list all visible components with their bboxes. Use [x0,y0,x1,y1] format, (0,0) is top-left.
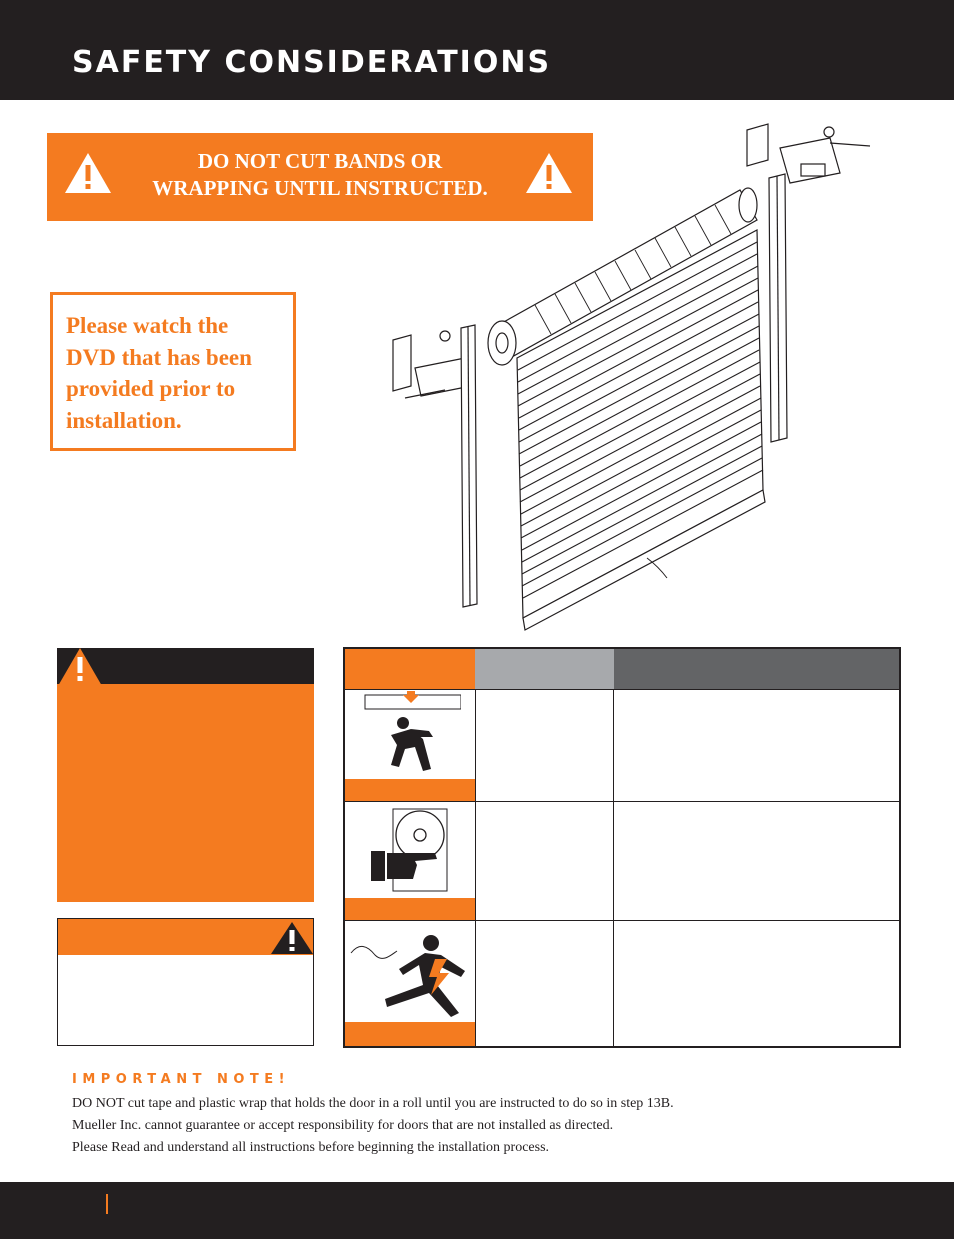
table-header-cell [475,649,614,689]
note-line-1: DO NOT cut tape and plastic wrap that holds the door in a roll until you are instructed to do so in step 13B. [72,1096,674,1111]
hazard-label-strip [345,898,475,920]
important-note-title: IMPORTANT NOTE! [72,1072,291,1087]
warning-triangle-icon [270,921,314,955]
dvd-line-4: installation. [66,407,182,433]
table-header-cell [614,649,899,689]
warning-triangle-icon [63,151,113,195]
hazard-label-strip [345,1022,475,1046]
rolling-door-illustration [385,118,890,638]
banner-line-2: WRAPPING UNTIL INSTRUCTED. [152,176,488,200]
warning-triangle-icon [57,648,107,686]
page-header [0,0,954,100]
footer-accent-bar [106,1194,108,1214]
danger-body [57,684,314,902]
note-line-3: Please Read and understand all instructions before beginning the installation process. [72,1140,550,1155]
note-line-2: Mueller Inc. cannot guarantee or accept responsibility for doors that are not installed as directed. [72,1118,614,1133]
table-header-cell [345,649,475,689]
hazard-table [343,647,901,1048]
falling-person-icon [361,691,461,779]
hand-pinch-roller-icon [365,805,455,895]
dvd-notice-box [50,292,296,451]
dvd-line-3: provided prior to [66,376,236,401]
page-footer [0,1182,954,1239]
dvd-line-2: DVD that has been [66,344,252,370]
electric-shock-icon [347,925,473,1021]
hazard-label-strip [345,779,475,801]
dvd-line-1: Please watch the [66,313,229,338]
banner-line-1: DO NOT CUT BANDS OR [197,149,443,173]
page-title: SAFETY CONSIDERATIONS [72,45,552,80]
